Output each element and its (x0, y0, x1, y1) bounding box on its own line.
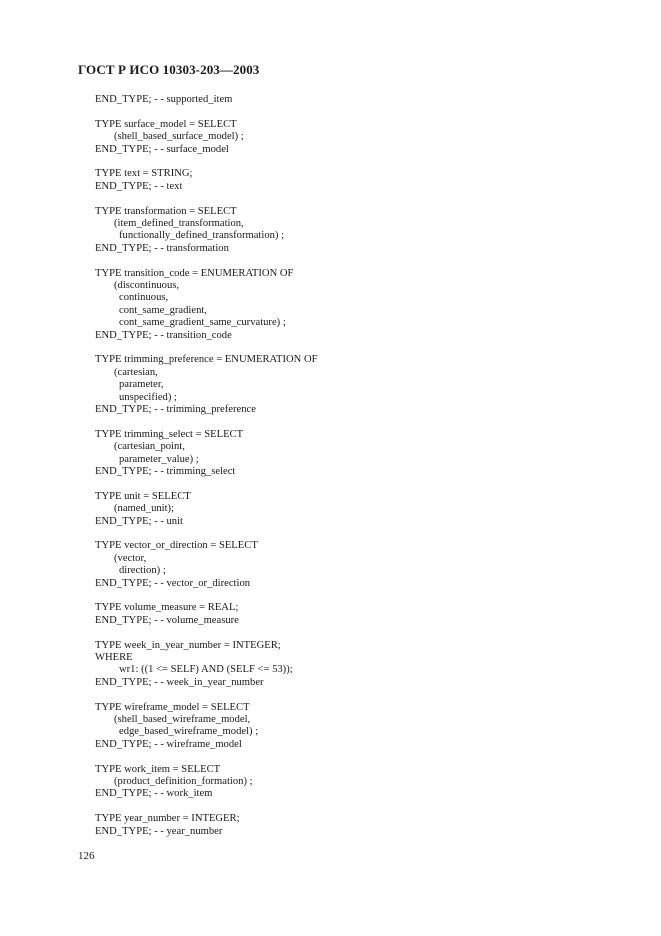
code-line: (product_definition_formation) ; (114, 776, 253, 787)
code-line: END_TYPE; - - wireframe_model (95, 738, 242, 750)
code-line: END_TYPE; - - unit (95, 515, 183, 527)
code-line: (discontinuous, (114, 280, 180, 291)
code-line: END_TYPE; - - transition_code (95, 329, 232, 341)
code-line: parameter_value) ; (119, 453, 199, 465)
code-line: TYPE unit = SELECT (95, 490, 191, 502)
code-line: direction) ; (119, 565, 166, 577)
code-line: END_TYPE; - - supported_item (95, 94, 233, 105)
code-line: parameter, (119, 379, 164, 391)
code-line: END_TYPE; - - text (95, 180, 183, 192)
code-line: TYPE text = STRING; (95, 168, 193, 180)
code-line: TYPE work_item = SELECT (95, 763, 221, 775)
code-line: (cartesian, (114, 366, 158, 378)
code-line: edge_based_wireframe_model) ; (119, 726, 259, 738)
code-line: TYPE transformation = SELECT (95, 205, 237, 217)
code-line: (item_defined_transformation, (114, 218, 244, 229)
code-line: END_TYPE; - - work_item (95, 788, 213, 800)
code-line: cont_same_gradient_same_curvature) ; (119, 317, 286, 329)
code-line: cont_same_gradient, (119, 304, 207, 316)
document-header: ГОСТ Р ИСО 10303-203—2003 (78, 62, 260, 77)
code-line: (shell_based_surface_model) ; (114, 131, 244, 143)
code-line: (cartesian_point, (114, 441, 185, 453)
code-line: continuous, (119, 292, 169, 304)
code-line: TYPE vector_or_direction = SELECT (95, 540, 258, 552)
code-line: END_TYPE; - - trimming_preference (95, 404, 256, 415)
code-line: (shell_based_wireframe_model, (114, 714, 251, 725)
code-line: wr1: ((1 <= SELF) AND (SELF <= 53)); (119, 664, 293, 676)
code-line: WHERE (95, 652, 133, 663)
code-line: TYPE volume_measure = REAL; (95, 602, 239, 614)
code-line: TYPE surface_model = SELECT (95, 118, 237, 130)
code-line: TYPE transition_code = ENUMERATION OF (95, 267, 294, 279)
code-line: (named_unit); (114, 503, 175, 515)
code-line: END_TYPE; - - vector_or_direction (95, 577, 251, 589)
code-line: END_TYPE; - - trimming_select (95, 466, 236, 477)
code-line: END_TYPE; - - week_in_year_number (95, 676, 264, 688)
code-line: END_TYPE; - - transformation (95, 242, 229, 254)
code-line: TYPE trimming_preference = ENUMERATION OF (95, 354, 318, 366)
code-line: unspecified) ; (119, 391, 177, 403)
code-line: END_TYPE; - - surface_model (95, 143, 229, 155)
code-line: TYPE wireframe_model = SELECT (95, 701, 250, 713)
page-number: 126 (78, 850, 95, 862)
code-line: TYPE trimming_select = SELECT (95, 428, 244, 440)
code-line: (vector, (114, 552, 147, 564)
code-line: END_TYPE; - - year_number (95, 825, 223, 837)
code-line: functionally_defined_transformation) ; (119, 230, 285, 242)
code-line: TYPE year_number = INTEGER; (95, 813, 240, 825)
code-line: TYPE week_in_year_number = INTEGER; (95, 639, 281, 651)
code-line: END_TYPE; - - volume_measure (95, 614, 239, 626)
